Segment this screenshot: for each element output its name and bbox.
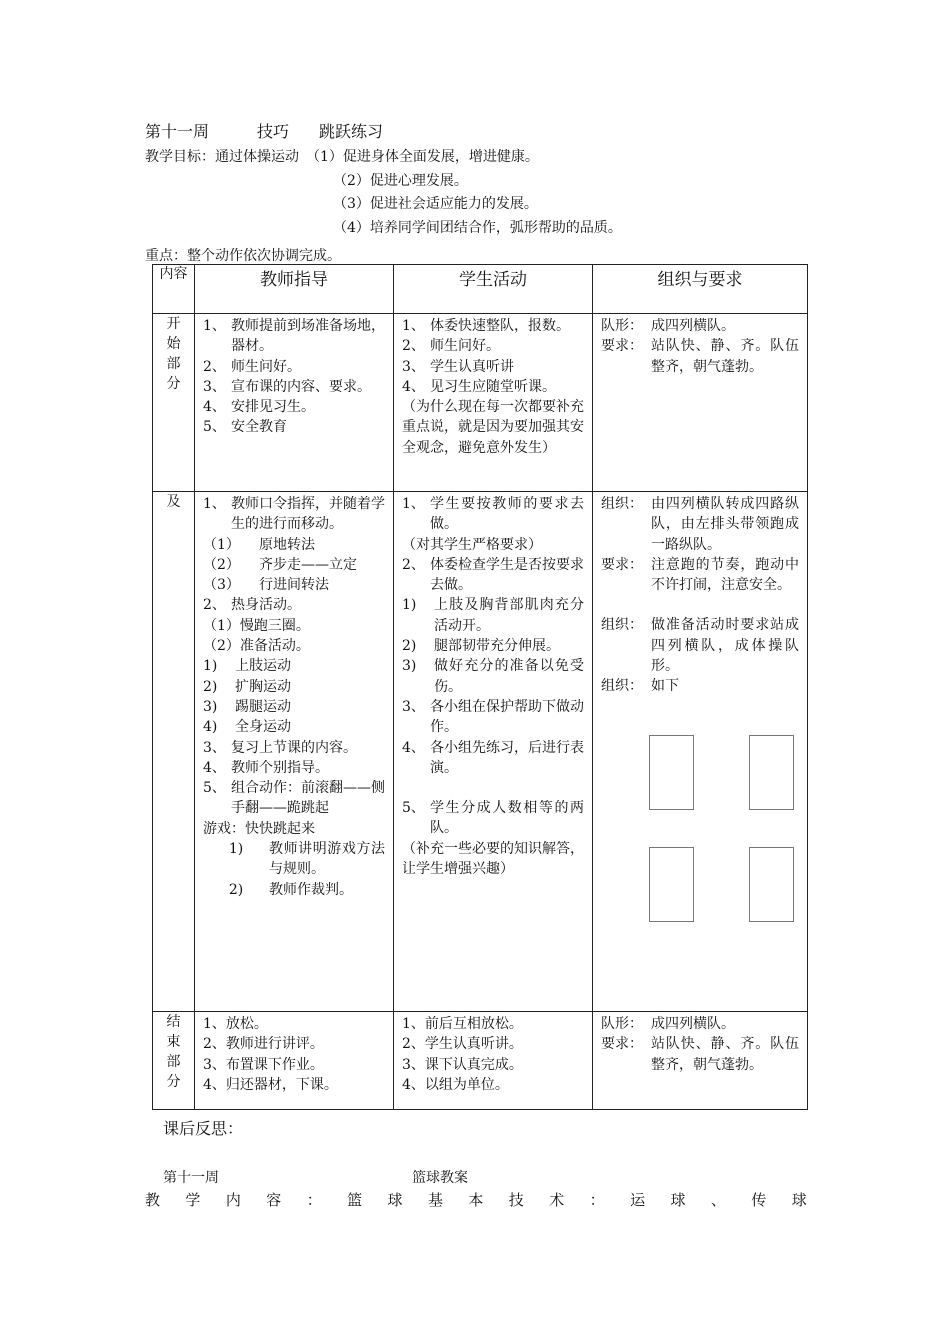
list-item: 3、 各小组在保护帮助下做动作。 [402, 698, 584, 736]
content-char: 、 [710, 1191, 726, 1209]
list-item: 2、教师进行讲评。 [203, 1036, 324, 1053]
list-item: 2、 师生问好。 [203, 358, 301, 375]
list-item: 4、 安排见习生。 [203, 399, 315, 416]
list-item: 4) 全身运动 [203, 719, 291, 736]
list-item: 2、 体委检查学生是否按要求去做。 [402, 556, 584, 594]
list-item: （3） 行进间转法 [203, 577, 329, 594]
list-item: 3、课下认真完成。 [402, 1056, 523, 1073]
list-item: 3、 宣布课的内容、要求。 [203, 378, 371, 395]
content-char: 学 [185, 1191, 201, 1209]
org-item: 队形： 成四列横队。 [601, 1016, 735, 1032]
list-item: 4、 各小组先练习，后进行表演。 [402, 739, 584, 776]
basic-student-cell [394, 492, 593, 1012]
content-char: 球 [670, 1191, 686, 1209]
student-note: （为什么现在每一次都要补充重点说，就是因为要加强其安全观念，避免意外发生） [402, 399, 584, 456]
content-char: ： [306, 1191, 322, 1209]
header-org: 组织与要求 [593, 265, 808, 314]
objective-1: （1）促进身体全面发展，增进健康。 [306, 149, 539, 165]
start-student-cell [394, 314, 593, 492]
list-item: 1) 教师讲明游戏方法与规则。 [228, 841, 385, 878]
list-item: 1、 体委快速整队，报数。 [402, 318, 570, 334]
content-char: 球 [387, 1191, 403, 1209]
header-content: 内容 [153, 265, 195, 314]
content-char: 内 [225, 1191, 241, 1209]
list-item: 5、 组合动作：前滚翻——侧手翻——跪跳起 [203, 780, 385, 817]
objective-4: （4）培养同学间团结合作，弧形帮助的品质。 [333, 220, 622, 236]
content-char: ： [589, 1191, 605, 1209]
next-lesson-content [145, 1189, 807, 1210]
content-char: 教 [145, 1191, 161, 1209]
basic-teacher-cell [195, 492, 394, 1012]
section-end: 结束部分 [153, 1012, 195, 1110]
org-item: 组织： 如下 [601, 678, 679, 695]
student-note: （对其学生严格要求） [402, 536, 542, 553]
list-item: （2） 齐步走——立定 [203, 556, 357, 573]
end-teacher-cell [195, 1012, 394, 1110]
list-item: 2) 扩胸运动 [203, 678, 291, 695]
category-label: 技巧 [257, 122, 290, 141]
start-teacher-cell [195, 314, 394, 492]
topic-label: 跳跃练习 [319, 122, 384, 141]
lesson-title [145, 119, 383, 142]
objectives-label: 教学目标：通过体操运动 [145, 149, 299, 165]
start-org-cell [593, 314, 808, 492]
list-item: 5、 学生分成人数相等的两队。 [402, 800, 584, 837]
basic-org-cell [593, 492, 808, 1012]
list-item: 2) 教师作裁判。 [228, 881, 353, 898]
content-char: 术 [549, 1191, 565, 1209]
content-char: 容 [266, 1191, 282, 1209]
warmup-1: （1）慢跑三圈。 [203, 617, 310, 634]
table-row-end [153, 1012, 808, 1110]
end-student-cell [394, 1012, 593, 1110]
student-note: （补充一些必要的知识解答，让学生增强兴趣） [402, 840, 584, 878]
formation-rect [649, 735, 694, 810]
header-student: 学生活动 [394, 265, 593, 314]
org-item: 队形： 成四列横队。 [601, 318, 735, 334]
list-item: 1) 上肢运动 [203, 658, 291, 675]
formation-rect [749, 735, 794, 810]
list-item: 3) 做好充分的准备以免受伤。 [402, 658, 584, 695]
formation-rect [649, 847, 694, 922]
org-item: 要求： 注意跑的节奏，跑动中不许打闹，注意安全。 [601, 556, 799, 594]
content-char: 技 [508, 1191, 524, 1209]
list-item: 1、 教师口令指挥，并随着学生的进行而移动。 [203, 496, 385, 533]
list-item: 4、归还器材，下课。 [203, 1076, 338, 1093]
org-item: 要求： 站队快、静、齐。队伍整齐，朝气蓬勃。 [601, 1036, 799, 1073]
content-char: 篮 [347, 1191, 363, 1209]
objective-3: （3）促进社会适应能力的发展。 [333, 196, 538, 212]
list-item: 1、 学生要按教师的要求去做。 [402, 496, 584, 533]
section-start: 开始部分 [153, 314, 195, 492]
list-item: 1、放松。 [203, 1016, 268, 1032]
content-char: 基 [427, 1191, 443, 1209]
list-item: 2、学生认真听讲。 [402, 1036, 523, 1053]
list-item: 1、 教师提前到场准备场地，器材。 [203, 318, 385, 355]
content-char: 球 [791, 1191, 807, 1209]
next-week-label: 第十一周 [163, 1170, 219, 1186]
list-item: 5、 安全教育 [203, 419, 287, 436]
list-item: 3、 学生认真听讲 [402, 358, 514, 375]
list-item: 4、 教师个别指导。 [203, 759, 329, 776]
end-org-cell [593, 1012, 808, 1110]
content-char: 传 [751, 1191, 767, 1209]
list-item: 2、 热身活动。 [203, 597, 301, 614]
content-char: 运 [630, 1191, 646, 1209]
table-row-basic [153, 492, 808, 1012]
lesson-plan-table [152, 264, 808, 1110]
list-item: （1） 原地转法 [203, 536, 315, 553]
week-label: 第十一周 [145, 122, 210, 141]
focus-point: 重点：整个动作依次协调完成。 [145, 248, 341, 264]
list-item: 1、前后互相放松。 [402, 1016, 523, 1032]
section-basic: 及 [153, 492, 195, 1012]
content-char: 本 [468, 1191, 484, 1209]
objective-2: （2）促进心理发展。 [333, 173, 468, 189]
header-teacher: 教师指导 [195, 265, 394, 314]
table-header-row [153, 265, 808, 314]
reflection-label: 课后反思： [163, 1119, 244, 1138]
list-item: 1) 上肢及胸背部肌肉充分活动开。 [402, 597, 584, 634]
list-item: 2、 师生问好。 [402, 338, 500, 355]
list-item: 3、布置课下作业。 [203, 1056, 324, 1073]
list-item: 2) 腿部韧带充分伸展。 [402, 638, 560, 655]
list-item: 4、 见习生应随堂听课。 [402, 378, 556, 395]
table-row-start [153, 314, 808, 492]
list-item: 4、以组为单位。 [402, 1076, 509, 1093]
formation-rect [749, 847, 794, 922]
game-title: 游戏：快快跳起来 [203, 820, 315, 837]
org-item: 要求： 站队快、静、齐。队伍整齐，朝气蓬勃。 [601, 338, 799, 375]
org-item: 组织： 由四列横队转成四路纵队，由左排头带领跑成一路纵队。 [601, 496, 799, 553]
list-item: 3) 踢腿运动 [203, 698, 291, 715]
list-item: 3、 复习上节课的内容。 [203, 739, 357, 756]
org-item: 组织： 做准备活动时要求站成四列横队，成体操队形。 [601, 617, 799, 675]
warmup-2: （2）准备活动。 [203, 638, 310, 655]
next-lesson-title: 篮球教案 [412, 1170, 468, 1186]
